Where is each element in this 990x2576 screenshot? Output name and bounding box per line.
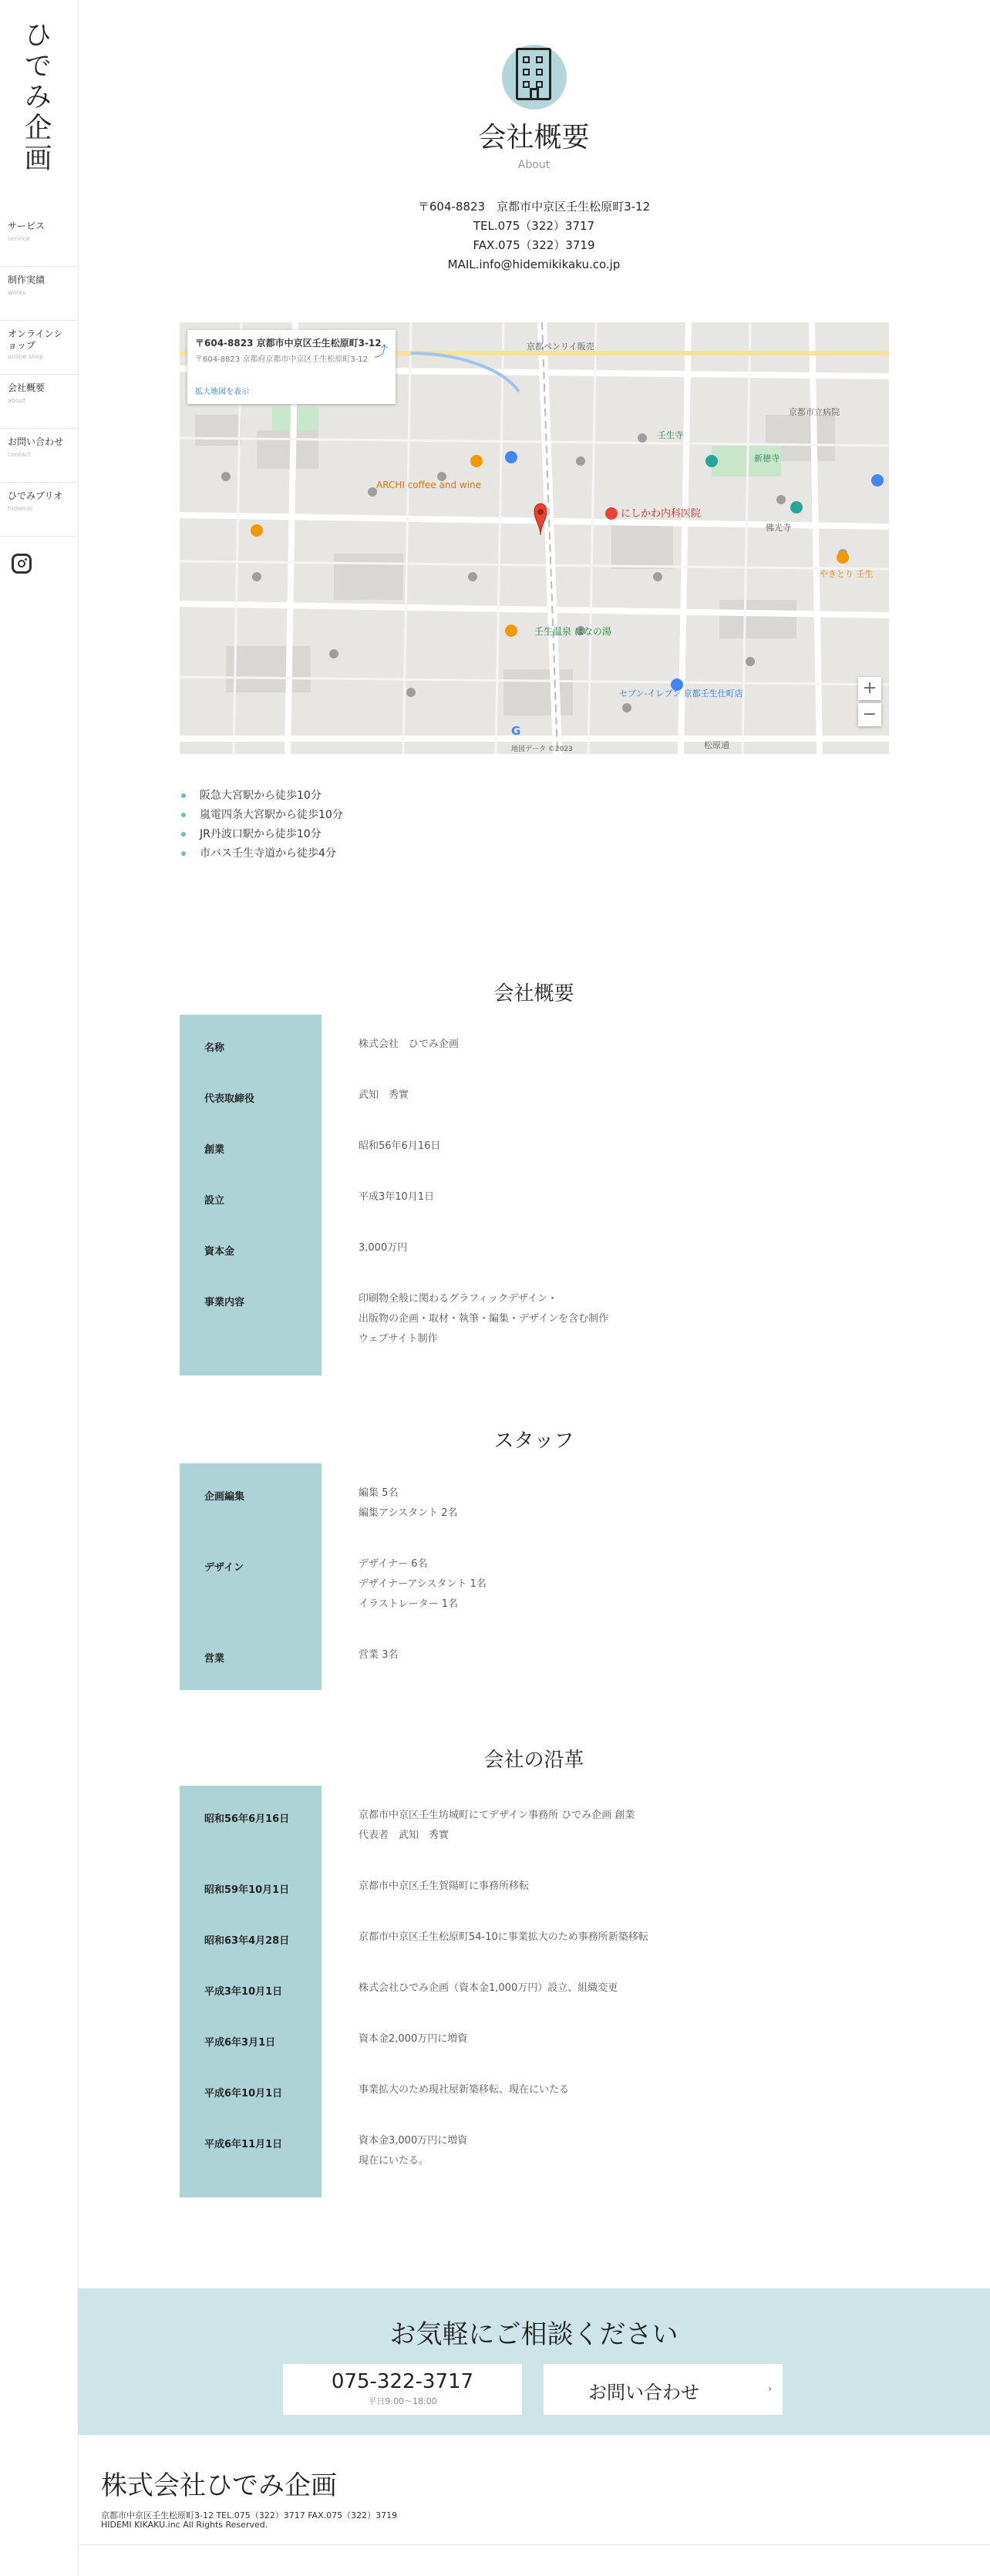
- zoom-out-button[interactable]: −: [858, 703, 881, 726]
- fax-number: FAX.075（322）3719: [473, 238, 595, 252]
- map-place-card: [187, 330, 396, 404]
- row-value: 京都市中京区壬生坊城町にてデザイン事務所 ひでみ企画 創業 代表者 武知 秀實: [359, 1810, 635, 1841]
- nav-item-about[interactable]: [0, 375, 77, 429]
- nav-sublabel: service: [8, 235, 30, 242]
- map-label: 京都市立病院: [789, 407, 840, 417]
- list-item: 市バス壬生寺道から徒歩4分: [180, 844, 343, 864]
- row-value: デザイナー 6名 デザイナーアシスタント 1名 イラストレーター 1名: [359, 1558, 487, 1610]
- sidebar: [0, 0, 79, 2576]
- row-value: 事業拡大のため現社屋新築移転、現在にいたる: [359, 2084, 570, 2096]
- page-subtitle: About: [517, 159, 551, 171]
- nav-sublabel: works: [8, 289, 26, 296]
- postal-address: 〒604-8823 京都市中京区壬生松原町3-12: [417, 200, 651, 214]
- company-table: [180, 1015, 889, 1376]
- row-label: 創業: [204, 1144, 225, 1156]
- row-value: 3,000万円: [359, 1242, 408, 1254]
- table-label-column: [180, 1015, 322, 1376]
- list-item: 嵐電四条大宮駅から徒歩10分: [180, 806, 343, 825]
- nav-label: オンラインショップ: [8, 328, 63, 351]
- row-label: 資本金: [204, 1246, 235, 1258]
- row-value: 平成3年10月1日: [359, 1191, 435, 1203]
- row-value: 株式会社ひでみ企画（資本金1,000万円）設立、組織変更: [359, 1982, 618, 1994]
- map-label: セブン-イレブン 京都壬生仕町店: [619, 689, 743, 699]
- map-label: 新徳寺: [754, 453, 780, 463]
- nav-label: ひでみブリオ: [8, 490, 63, 501]
- row-value: 営業 3名: [359, 1649, 399, 1661]
- row-label: 昭和56年6月16日: [204, 1813, 290, 1825]
- row-label: 昭和63年4月28日: [204, 1935, 290, 1947]
- tel-number: TEL.075（322）3717: [473, 219, 595, 233]
- row-label: デザイン: [204, 1562, 244, 1574]
- row-label: 平成3年10月1日: [204, 1986, 283, 1998]
- row-label: 平成6年11月1日: [204, 2139, 283, 2150]
- map-card-address: 〒604-8823 京都府京都市中京区壬生松原町3-12: [195, 355, 369, 364]
- nav-item-service[interactable]: [0, 213, 77, 267]
- nav-label: お問い合わせ: [8, 436, 64, 447]
- nav-sublabel: contact: [8, 451, 31, 458]
- instagram-icon[interactable]: [12, 554, 32, 574]
- larger-map-link[interactable]: 拡大地図を表示: [195, 388, 249, 396]
- row-label: 事業内容: [204, 1297, 245, 1308]
- section-title-staff: スタッフ: [493, 1429, 574, 1453]
- list-item: 阪急大宮駅から徒歩10分: [180, 786, 343, 806]
- row-value: 昭和56年6月16日: [359, 1140, 441, 1152]
- footer-company-name: 株式会社ひでみ企画: [101, 2470, 337, 2501]
- contact-title: お気軽にご相談ください: [389, 2319, 679, 2350]
- building-icon: [502, 45, 567, 109]
- nav-label: サービス: [8, 221, 45, 231]
- nav-label: 会社概要: [8, 382, 45, 393]
- contact-button-label: お問い合わせ: [588, 2382, 699, 2403]
- row-label: 平成6年10月1日: [204, 2088, 283, 2100]
- map-label: ARCHI coffee and wine: [376, 480, 482, 490]
- footer-address: 京都市中京区壬生松原町3-12 TEL.075（322）3717 FAX.075（322）3719: [101, 2510, 398, 2520]
- row-label: 名称: [204, 1042, 225, 1054]
- contact-button[interactable]: [544, 2364, 783, 2415]
- nav-sublabel: online shop: [8, 353, 44, 360]
- row-label: 昭和59年10月1日: [204, 1884, 290, 1896]
- section-title-company: 会社概要: [493, 982, 574, 1005]
- map-label: 京都ペンリイ販売: [527, 342, 594, 352]
- map-label: やきとり 壬生: [820, 569, 874, 579]
- row-label: 設立: [204, 1195, 225, 1207]
- nav-item-works[interactable]: [0, 267, 77, 321]
- row-value: 編集 5名 編集アシスタント 2名: [359, 1487, 458, 1519]
- row-value: 資本金3,000万円に増資 現在にいたる。: [359, 2135, 468, 2167]
- page-title: 会社概要: [478, 122, 590, 153]
- directions-icon[interactable]: ⤴: [374, 344, 388, 360]
- tel-button[interactable]: [283, 2364, 522, 2415]
- map-copyright: 地図データ ©2023: [511, 746, 573, 753]
- zoom-in-button[interactable]: +: [858, 677, 881, 700]
- company-address-block: [78, 197, 990, 274]
- map-label: 佛光寺: [766, 523, 791, 533]
- google-logo-icon: G: [511, 724, 521, 738]
- row-label: 営業: [204, 1653, 225, 1665]
- access-list: [180, 786, 343, 864]
- nav-sublabel: about: [8, 397, 26, 404]
- footer-copyright: HIDEMI KIKAKU.inc All Rights Reserved.: [101, 2520, 268, 2530]
- row-value: 京都市中京区壬生賀陽町に事務所移転: [359, 1881, 530, 1892]
- row-value: 資本金2,000万円に増資: [359, 2033, 468, 2045]
- mail-address[interactable]: MAIL.info@hidemikikaku.co.jp: [447, 258, 621, 271]
- map-card-title: 〒604-8823 京都市中京区壬生松原町3-12: [195, 338, 382, 349]
- history-table: [180, 1786, 889, 2197]
- nav-label: 制作実績: [8, 274, 45, 285]
- row-value: 株式会社 ひでみ企画: [359, 1039, 460, 1050]
- chevron-right-icon: ›: [768, 2383, 772, 2394]
- map-label: にしかわ内科医院: [621, 508, 702, 520]
- row-value: 印刷物全般に関わるグラフィックデザイン・ 出版物の企画・取材・執筆・編集・デザインを含む制作 ウェブサイト制作: [359, 1293, 609, 1345]
- staff-table: [180, 1463, 889, 1690]
- row-label: 平成6年3月1日: [204, 2037, 276, 2049]
- footer-divider: [78, 2544, 990, 2545]
- nav-sublabel: hidemio: [8, 505, 33, 512]
- map-label: 壬生寺: [658, 430, 683, 440]
- site-logo[interactable]: ひでみ企画: [20, 20, 52, 174]
- table-label-column: [180, 1463, 322, 1690]
- nav-item-online-shop[interactable]: [0, 321, 77, 375]
- embedded-map[interactable]: [180, 322, 889, 754]
- tel-number: 075-322-3717: [331, 2370, 474, 2393]
- row-label: 企画編集: [204, 1491, 245, 1503]
- sidebar-nav: [0, 213, 77, 537]
- row-label: 代表取締役: [204, 1093, 255, 1105]
- row-value: 武知 秀實: [359, 1089, 409, 1101]
- business-hours: 平日9:00〜18:00: [368, 2396, 437, 2406]
- map-label: 壬生温泉 はなの湯: [534, 626, 611, 637]
- nav-item-hidemio[interactable]: [0, 483, 77, 537]
- nav-item-contact[interactable]: [0, 429, 77, 483]
- row-value: 京都市中京区壬生松原町54-10に事業拡大のため事務所新築移転: [359, 1931, 648, 1943]
- map-label: 松原通: [704, 740, 729, 750]
- contact-band: [78, 2288, 990, 2435]
- list-item: JR丹波口駅から徒歩10分: [180, 825, 343, 844]
- section-title-history: 会社の沿革: [483, 1749, 584, 1772]
